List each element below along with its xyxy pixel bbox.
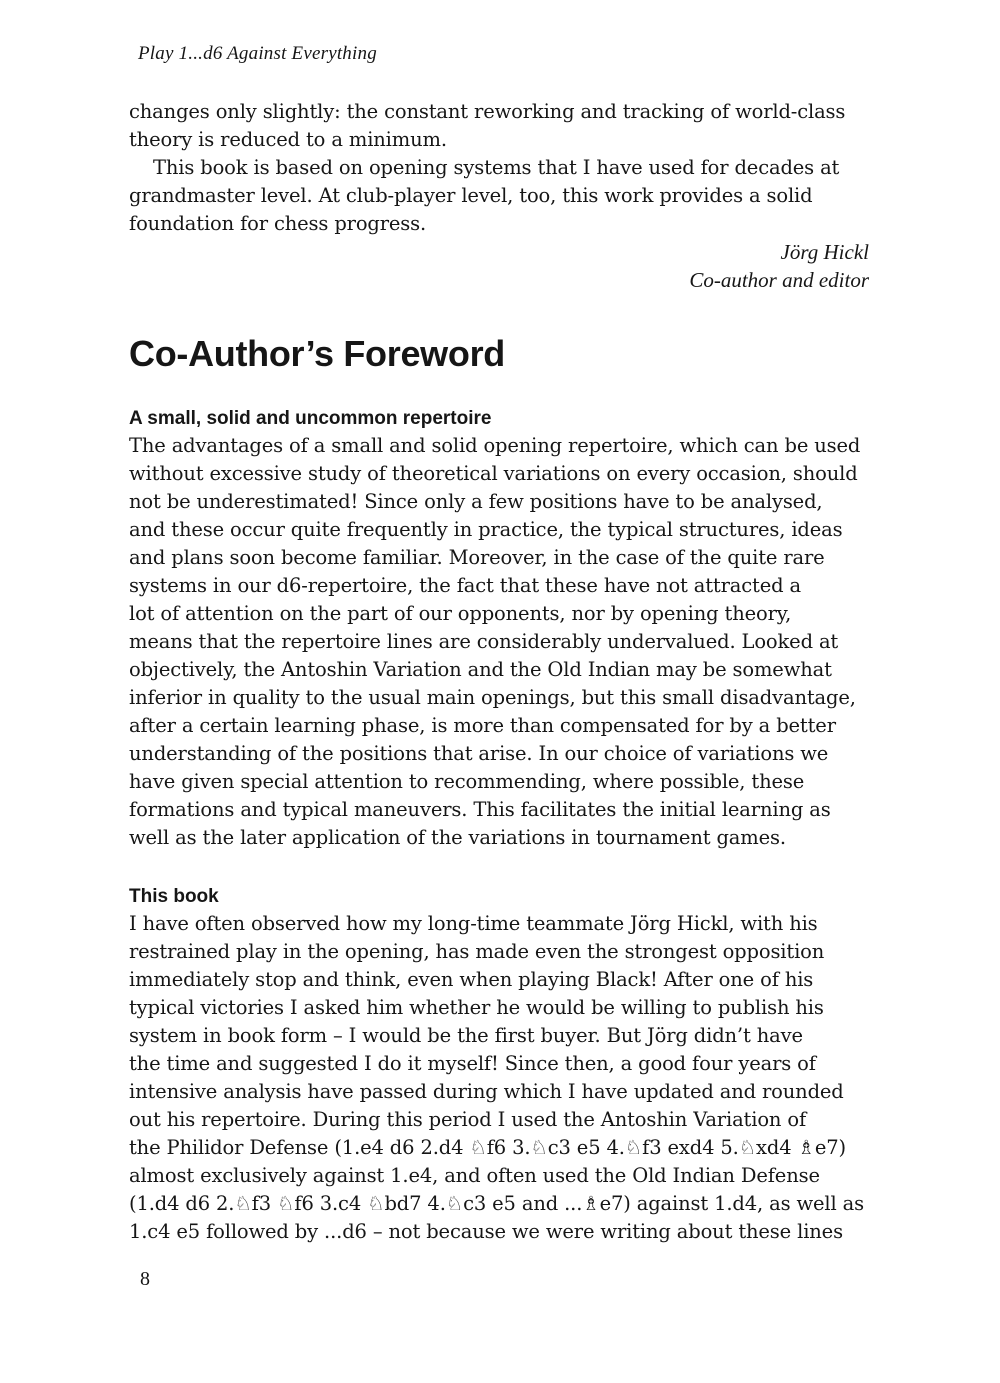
text-line: without excessive study of theoretical variations on every occasion, should	[129, 462, 858, 485]
signature-name: Jörg Hickl	[780, 240, 869, 264]
text-line: I have often observed how my long-time teammate Jörg Hickl, with his	[129, 912, 818, 935]
page-content	[129, 98, 869, 1246]
text-line: changes only slightly: the constant reworking and tracking of world-class	[129, 100, 846, 123]
intro-paragraph-2	[129, 154, 869, 238]
text-line: foundation for chess progress.	[129, 212, 427, 235]
text-line: The advantages of a small and solid opening repertoire, which can be used	[129, 434, 861, 457]
text-line: intensive analysis have passed during which I have updated and rounded	[129, 1080, 844, 1103]
text-line: This book is based on opening systems that I have used for decades at	[153, 156, 840, 179]
text-line: not be underestimated! Since only a few positions have to be analysed,	[129, 490, 823, 513]
text-line: understanding of the positions that arise. In our choice of variations we	[129, 742, 829, 765]
text-line: typical victories I asked him whether he would be willing to publish his	[129, 996, 824, 1019]
text-line: system in book form – I would be the first buyer. But Jörg didn’t have	[129, 1024, 803, 1047]
text-line: grandmaster level. At club-player level, too, this work provides a solid	[129, 184, 813, 207]
page-number: 8	[140, 1268, 150, 1290]
text-line: immediately stop and think, even when playing Black! After one of his	[129, 968, 814, 991]
signature-block	[129, 238, 869, 294]
running-head: Play 1...d6 Against Everything	[138, 43, 377, 64]
section-heading-this-book: This book	[129, 886, 219, 907]
text-line: well as the later application of the variations in tournament games.	[129, 826, 786, 849]
text-line: after a certain learning phase, is more than compensated for by a better	[129, 714, 836, 737]
chapter-title: Co-Author’s Foreword	[129, 333, 505, 374]
signature-role: Co-author and editor	[689, 268, 869, 292]
text-line: systems in our d6-repertoire, the fact that these have not attracted a	[129, 574, 801, 597]
section-paragraph-this-book	[129, 910, 869, 1246]
text-line: out his repertoire. During this period I used the Antoshin Variation of	[129, 1108, 807, 1131]
text-line: and plans soon become familiar. Moreover, in the case of the quite rare	[129, 546, 825, 569]
text-line: restrained play in the opening, has made even the strongest opposition	[129, 940, 825, 963]
text-line: means that the repertoire lines are considerably undervalued. Looked at	[129, 630, 839, 653]
text-line: objectively, the Antoshin Variation and the Old Indian may be somewhat	[129, 658, 832, 681]
text-line: (1.d4 d6 2.♘f3 ♘f6 3.c4 ♘bd7 4.♘c3 e5 and ...♗e7) against 1.d4, as well as	[129, 1192, 864, 1215]
text-line: theory is reduced to a minimum.	[129, 128, 447, 151]
text-line: have given special attention to recommending, where possible, these	[129, 770, 805, 793]
text-line: inferior in quality to the usual main openings, but this small disadvantage,	[129, 686, 856, 709]
text-line: the time and suggested I do it myself! Since then, a good four years of	[129, 1052, 816, 1075]
text-line: formations and typical maneuvers. This facilitates the initial learning as	[129, 798, 831, 821]
text-line: and these occur quite frequently in practice, the typical structures, ideas	[129, 518, 843, 541]
intro-paragraph-1	[129, 98, 869, 154]
text-line: 1.c4 e5 followed by ...d6 – not because we were writing about these lines	[129, 1220, 843, 1243]
section-paragraph-repertoire	[129, 432, 869, 852]
text-line: the Philidor Defense (1.e4 d6 2.d4 ♘f6 3.♘c3 e5 4.♘f3 exd4 5.♘xd4 ♗e7)	[129, 1136, 846, 1159]
text-line: lot of attention on the part of our opponents, nor by opening theory,	[129, 602, 792, 625]
text-line: almost exclusively against 1.e4, and often used the Old Indian Defense	[129, 1164, 820, 1187]
section-heading-repertoire: A small, solid and uncommon repertoire	[129, 408, 492, 429]
